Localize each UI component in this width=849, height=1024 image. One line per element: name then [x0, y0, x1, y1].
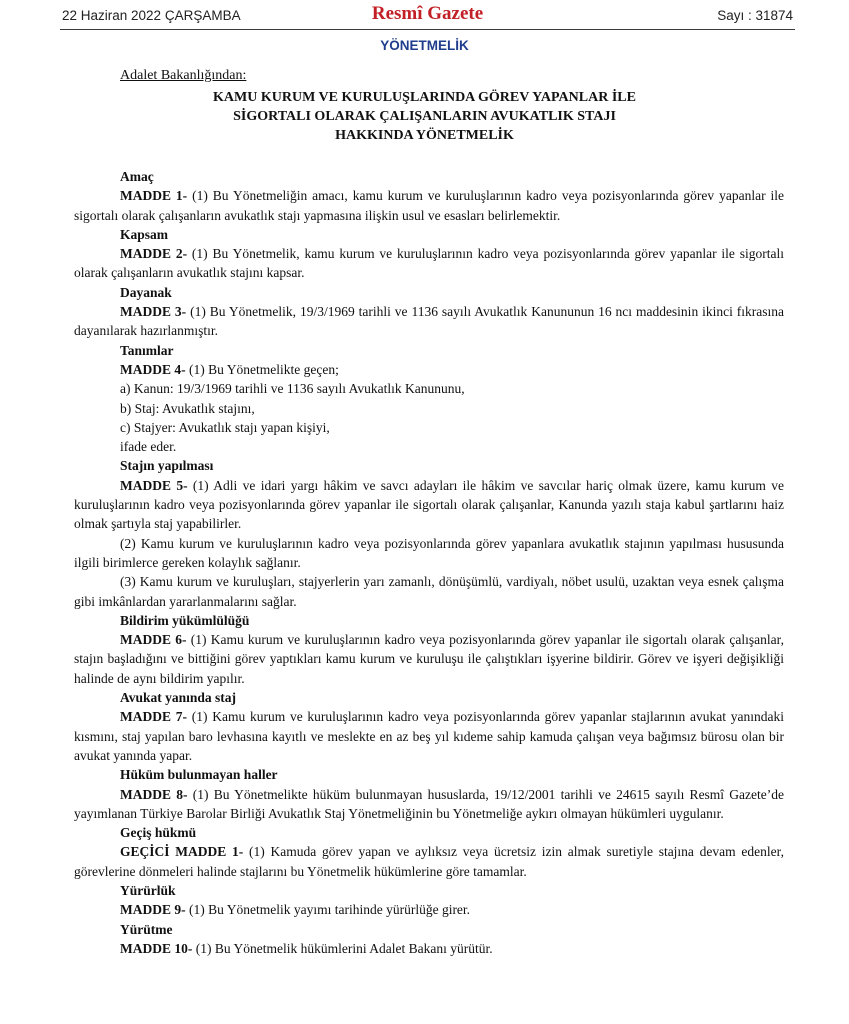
article-4 [74, 360, 784, 379]
section-title: YÖNETMELİK [380, 38, 469, 53]
section-heading-bildirim: Bildirim yükümlülüğü [120, 612, 250, 628]
article-number: MADDE 4- [120, 361, 186, 377]
article-5-paragraph-2: (2) Kamu kurum ve kuruluşlarının kadro veya pozisyonlarında görev yapanlara avukatlık stajının yapılması hususunda ilgili birimlerce gereken kolaylık sağlanır. [74, 535, 784, 570]
article-text: (1) Kamu kurum ve kuruluşlarının kadro veya pozisyonlarında görev yapanlar ile sigortalı olarak çalışanlar, stajın başladığını ve bittiğini görev yaptıkları kamu kurum ve kuruluşu ile çalıştıkları işyerine bildirir. Görev ve işyeri değişikliği halinde de aynı bildirim yapılır. [74, 632, 784, 686]
article-3 [74, 302, 784, 341]
article-1 [74, 186, 784, 225]
issue-date: 22 Haziran 2022 ÇARŞAMBA [62, 7, 241, 23]
article-number: MADDE 2- [120, 246, 188, 262]
article-number: MADDE 3- [120, 304, 187, 320]
article-number: MADDE 10- [120, 940, 193, 956]
article-10 [74, 939, 784, 958]
issuing-authority: Adalet Bakanlığından: [120, 68, 247, 83]
section-heading-avukat: Avukat yanında staj [120, 690, 237, 706]
article-text: (1) Bu Yönetmeliğin amacı, kamu kurum ve kuruluşlarının kadro veya pozisyonlarında görev yapanlar ile sigortalı olarak çalışanların avukatlık stajı yapmasına ilişkin usul ve esasları belirlemektir. [74, 188, 784, 223]
article-text: (1) Bu Yönetmelik, kamu kurum ve kuruluşlarının kadro veya pozisyonlarında görev yapanlar ile sigortalı olarak çalışanların avukatlık stajını kapsar. [74, 246, 784, 281]
article-text: (1) Bu Yönetmelik hükümlerini Adalet Bakanı yürütür. [192, 940, 493, 956]
section-heading-gecis: Geçiş hükmü [120, 825, 197, 841]
article-text: (1) Bu Yönetmelikte hüküm bulunmayan hususlarda, 19/12/2001 tarihli ve 24615 sayılı Resmî Gazete’de yayımlanan Türkiye Barolar Birliği Avukatlık Staj Yönetmeliğinin bu Yönetmeliğe aykırı olmayan hükümleri uygulanır. [74, 786, 784, 821]
article-2 [74, 244, 784, 283]
article-text: (1) Kamuda görev yapan ve aylıksız veya ücretsiz izin almak suretiyle stajına devam edenler, görevlerine dönmeleri halinde stajlarını bu Yönetmelik hükümlerine göre tamamlar. [74, 844, 784, 879]
article-number: MADDE 9- [120, 902, 186, 918]
article-number: MADDE 6- [120, 632, 187, 648]
section-heading-kapsam: Kapsam [120, 226, 169, 242]
definition-item-a: a) Kanun: 19/3/1969 tarihli ve 1136 sayılı Avukatlık Kanununu, [120, 381, 465, 397]
article-text: (1) Adli ve idari yargı hâkim ve savcı adayları ile hâkim ve savcılar hariç olmak üzere, kamu kurum ve kuruluşlarının kadro veya pozisyonlarında görev yapanlar ile sigortalı olarak çalışanlar, Kanunda yazılı staja kabul şartlarını haiz olmak şartıyla staj yapabilirler. [74, 477, 784, 532]
title-line: HAKKINDA YÖNETMELİK [335, 128, 514, 143]
issue-number: Sayı : 31874 [717, 7, 793, 23]
article-text: (1) Kamu kurum ve kuruluşlarının kadro veya pozisyonlarında görev yapanlar stajlarının avukat yanındaki kısmını, staj yapılan baro levhasına kayıtlı ve meslekte en az beş yıl kıdeme sahip kamuda çalışan veya bağımsız bürosu olan bir avukat yanında yapar. [74, 709, 784, 763]
provisional-article-1 [74, 842, 784, 881]
section-heading-dayanak: Dayanak [120, 284, 172, 300]
article-5 [74, 476, 784, 534]
article-number: MADDE 5- [120, 477, 188, 493]
definition-item-c: c) Stajyer: Avukatlık stajı yapan kişiyi, [120, 419, 330, 435]
definition-item-b: b) Staj: Avukatlık stajını, [120, 400, 255, 416]
article-number: GEÇİCİ MADDE 1- [120, 844, 244, 860]
article-8 [74, 785, 784, 824]
section-heading-yururluk: Yürürlük [120, 882, 176, 898]
section-heading-amac: Amaç [120, 169, 154, 184]
page-header [62, 4, 793, 26]
title-line: SİGORTALI OLARAK ÇALIŞANLARIN AVUKATLIK STAJI [233, 109, 616, 124]
article-text: (1) Bu Yönetmelikte geçen; [185, 361, 339, 377]
article-text: (1) Bu Yönetmelik, 19/3/1969 tarihli ve 1136 sayılı Avukatlık Kanununun 16 ncı maddesinin ikinci fıkrasına dayanılarak hazırlanmıştır. [74, 304, 785, 339]
article-9 [74, 900, 784, 919]
article-6 [74, 630, 784, 688]
section-heading-yurutme: Yürütme [120, 921, 173, 937]
definition-closing: ifade eder. [120, 439, 177, 455]
article-number: MADDE 1- [120, 188, 188, 204]
article-text: (1) Bu Yönetmelik yayımı tarihinde yürürlüğe girer. [185, 902, 471, 918]
section-heading-tanimlar: Tanımlar [120, 342, 174, 358]
article-number: MADDE 7- [120, 709, 187, 725]
header-divider [60, 29, 795, 30]
title-line: KAMU KURUM VE KURULUŞLARINDA GÖREV YAPANLAR İLE [213, 90, 636, 105]
regulation-title [0, 88, 849, 145]
article-7 [74, 707, 784, 765]
section-heading-hukum: Hüküm bulunmayan haller [120, 767, 278, 783]
section-heading-staj: Stajın yapılması [120, 458, 214, 474]
article-number: MADDE 8- [120, 786, 188, 802]
article-5-paragraph-3: (3) Kamu kurum ve kuruluşları, stajyerlerin yarı zamanlı, dönüşümlü, vardiyalı, nöbet usulü, uzaktan veya esnek çalışma gibi imkânlardan yararlanmalarını sağlar. [74, 574, 784, 609]
regulation-body [74, 167, 784, 958]
masthead-title: Resmî Gazete [371, 3, 484, 24]
